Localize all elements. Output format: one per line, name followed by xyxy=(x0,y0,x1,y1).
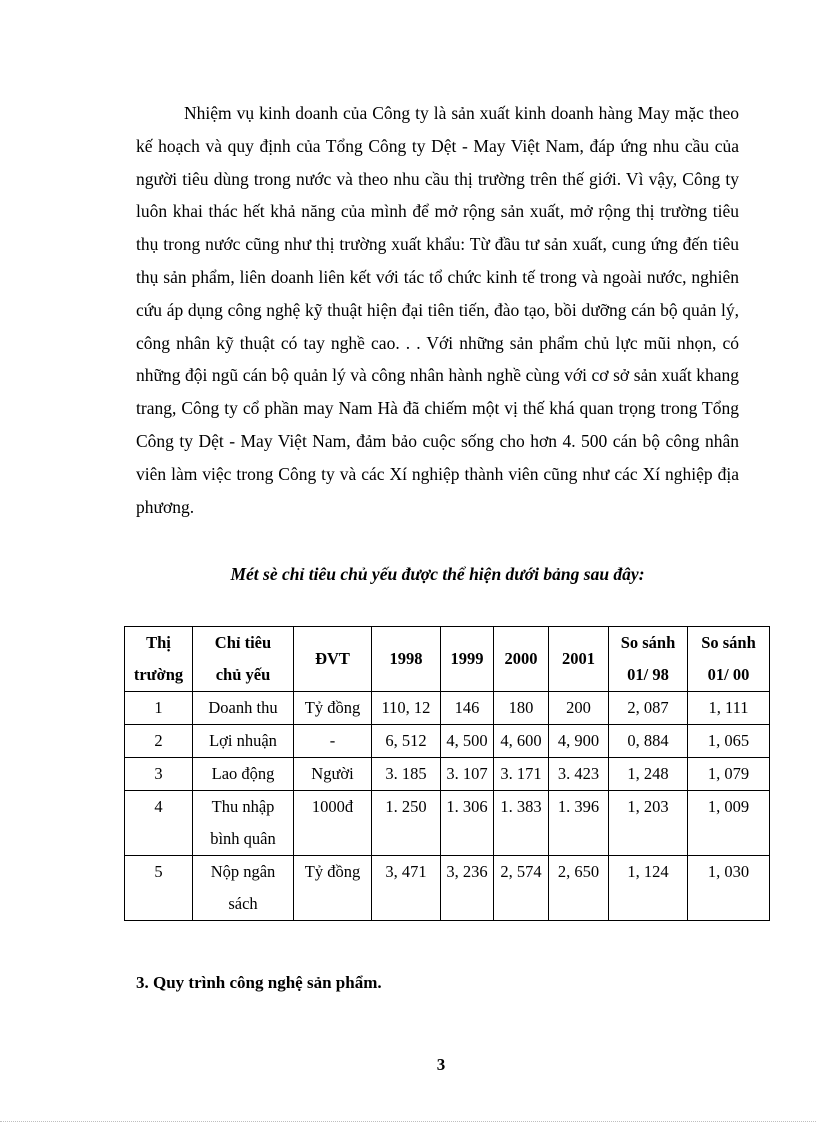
cell-2001: 4, 900 xyxy=(549,725,609,758)
header-1998: 1998 xyxy=(372,627,441,692)
table-header-row xyxy=(125,627,770,692)
cell-indicator: Lao động xyxy=(193,758,294,791)
cell-compare-01-98: 1, 248 xyxy=(609,758,688,791)
cell-1998: 6, 512 xyxy=(372,725,441,758)
cell-unit: Người xyxy=(294,758,372,791)
cell-2000: 1. 383 xyxy=(494,791,549,856)
table-row xyxy=(125,692,770,725)
cell-2000: 2, 574 xyxy=(494,856,549,921)
header-compare-01-00 xyxy=(688,627,770,692)
cell-compare-01-00: 1, 111 xyxy=(688,692,770,725)
cell-1998: 3, 471 xyxy=(372,856,441,921)
section-heading: 3. Quy trình công nghệ sản phẩm. xyxy=(136,973,382,992)
cell-2001: 2, 650 xyxy=(549,856,609,921)
header-compare-01-00-line2: 01/ 00 xyxy=(707,665,750,684)
table-caption: Mét sè chỉ tiêu chủ yếu được thể hiện dưới bảng sau đây: xyxy=(230,564,645,584)
cell-no: 4 xyxy=(125,791,193,856)
cell-compare-01-98: 0, 884 xyxy=(609,725,688,758)
cell-1999: 3. 107 xyxy=(441,758,494,791)
cell-2001: 200 xyxy=(549,692,609,725)
cell-2001: 1. 396 xyxy=(549,791,609,856)
header-indicator-line2: chủ yếu xyxy=(215,665,271,684)
header-2001: 2001 xyxy=(549,627,609,692)
cell-indicator: Lợi nhuận xyxy=(193,725,294,758)
cell-compare-01-00: 1, 079 xyxy=(688,758,770,791)
cell-compare-01-98: 1, 203 xyxy=(609,791,688,856)
table-row xyxy=(125,758,770,791)
cell-2000: 180 xyxy=(494,692,549,725)
cell-indicator-line2: bình quân xyxy=(210,829,276,848)
cell-1998: 1. 250 xyxy=(372,791,441,856)
body-paragraph: Nhiệm vụ kinh doanh của Công ty là sản xuất kinh doanh hàng May mặc theo kế hoạch và quy định của Tổng Công ty Dệt - May Việt Nam, đáp ứng nhu cầu của người tiêu dùng trong nước và theo nhu cầu thị trường trên thế giới. Vì vậy, Công ty luôn khai thác hết khả năng của mình để mở rộng sản xuất, mở rộng thị trường tiêu thụ trong nước cũng như thị trường xuất khẩu: Từ đầu tư sản xuất, cung ứng đến tiêu thụ sản phẩm, liên doanh liên kết với tác tổ chức kinh tế trong và ngoài nước, nghiên cứu áp dụng công nghệ kỹ thuật hiện đại tiên tiến, đào tạo, bồi dưỡng cán bộ quản lý, công nhân kỹ thuật có tay nghề cao. . . Với những sản phẩm chủ lực mũi nhọn, có những đội ngũ cán bộ quản lý và công nhân hành nghề cùng với cơ sở sản xuất khang trang, Công ty cổ phần may Nam Hà đã chiếm một vị thế khá quan trọng trong Tổng Công ty Dệt - May Việt Nam, đảm bảo cuộc sống cho hơn 4. 500 cán bộ công nhân viên làm việc trong Công ty và các Xí nghiệp thành viên cũng như các Xí nghiệp địa phương. xyxy=(136,103,739,517)
cell-1999: 1. 306 xyxy=(441,791,494,856)
cell-2000: 3. 171 xyxy=(494,758,549,791)
header-compare-01-00-line1: So sánh xyxy=(701,633,756,652)
cell-unit: Tỷ đồng xyxy=(294,692,372,725)
cell-unit: - xyxy=(294,725,372,758)
header-unit: ĐVT xyxy=(294,627,372,692)
header-market-line1: Thị xyxy=(146,633,171,652)
cell-1999: 4, 500 xyxy=(441,725,494,758)
cell-no: 5 xyxy=(125,856,193,921)
cell-compare-01-00: 1, 065 xyxy=(688,725,770,758)
cell-indicator-line2: sách xyxy=(228,894,258,913)
cell-2000: 4, 600 xyxy=(494,725,549,758)
header-2000: 2000 xyxy=(494,627,549,692)
cell-1999: 146 xyxy=(441,692,494,725)
cell-unit: 1000đ xyxy=(294,791,372,856)
page-number: 3 xyxy=(436,1055,446,1074)
cell-1998: 3. 185 xyxy=(372,758,441,791)
cell-no: 2 xyxy=(125,725,193,758)
cell-indicator: Doanh thu xyxy=(193,692,294,725)
header-compare-01-98-line1: So sánh xyxy=(620,633,676,652)
cell-compare-01-98: 1, 124 xyxy=(609,856,688,921)
cell-1998: 110, 12 xyxy=(372,692,441,725)
header-indicator xyxy=(193,627,294,692)
cell-1999: 3, 236 xyxy=(441,856,494,921)
cell-compare-01-00: 1, 009 xyxy=(688,791,770,856)
cell-no: 3 xyxy=(125,758,193,791)
cell-no: 1 xyxy=(125,692,193,725)
header-indicator-line1: Chỉ tiêu xyxy=(214,633,272,652)
cell-indicator-line1: Thu nhập xyxy=(211,797,275,816)
cell-compare-01-00: 1, 030 xyxy=(688,856,770,921)
table-row xyxy=(125,725,770,758)
header-market-line2: trường xyxy=(133,665,184,684)
header-compare-01-98 xyxy=(609,627,688,692)
page-bottom-border xyxy=(0,1121,816,1122)
header-compare-01-98-line2: 01/ 98 xyxy=(627,665,669,684)
table-row xyxy=(125,856,770,921)
cell-indicator-line1: Nộp ngân xyxy=(210,862,276,881)
table-row xyxy=(125,791,770,856)
header-market xyxy=(125,627,193,692)
cell-compare-01-98: 2, 087 xyxy=(609,692,688,725)
cell-2001: 3. 423 xyxy=(549,758,609,791)
indicators-table xyxy=(124,626,770,921)
cell-unit: Tỷ đồng xyxy=(294,856,372,921)
header-1999: 1999 xyxy=(441,627,494,692)
cell-indicator xyxy=(193,791,294,856)
cell-indicator xyxy=(193,856,294,921)
